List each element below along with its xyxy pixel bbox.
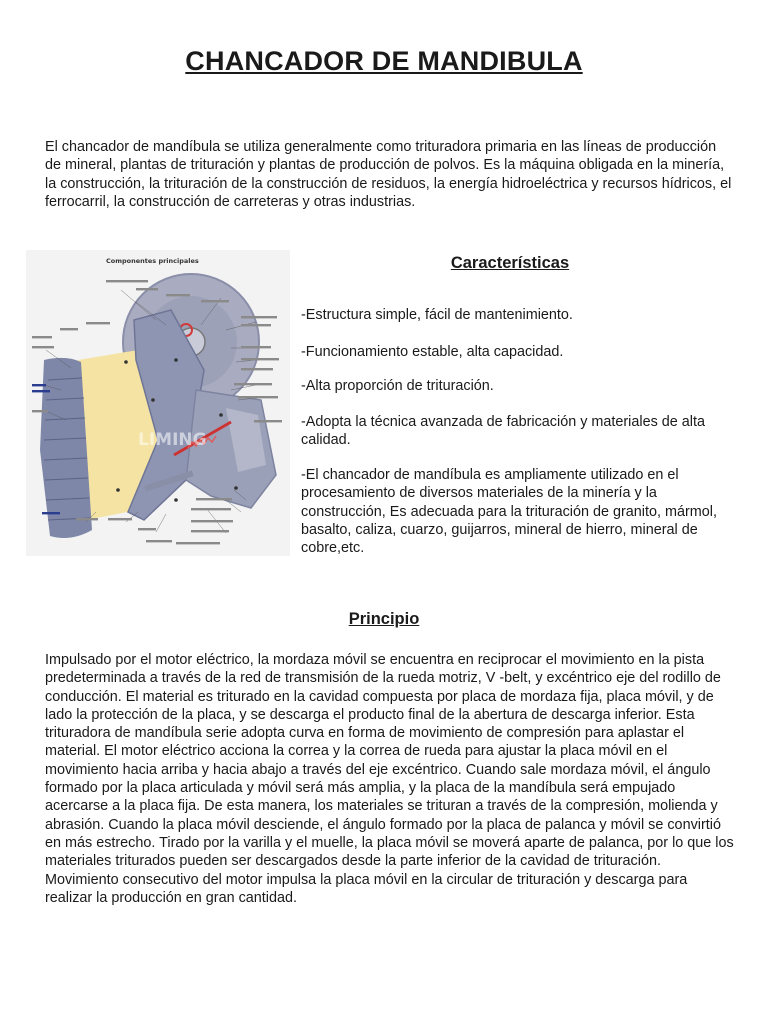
feature-item: -Funcionamiento estable, alta capacidad. (301, 344, 564, 360)
diagram-heading: Componentes principales (106, 257, 199, 265)
page-title: CHANCADOR DE MANDIBULA (185, 46, 583, 76)
diagram-watermark: LIMING (138, 430, 207, 450)
feature-item: -Adopta la técnica avanzada de fabricación y materiales de alta calidad. (301, 414, 705, 449)
intro-paragraph: El chancador de mandíbula se utiliza generalmente como trituradora primaria en las líneas de producción de mineral, plantas de trituración y plantas de producción de polvos. Es la máquina obligada en la minería, la construcción, la trituración de la construcción de residuos, la energía hidroeléctrica y recursos hídricos, el ferrocarril, la construcción de carreteras y otras industrias. (45, 139, 732, 210)
feature-item: -El chancador de mandíbula es ampliamente utilizado en el procesamiento de diversos materiales de la minería y la construcción, Es adecuada para la trituración de granito, mármol, basalto, caliza, cuarzo, guijarros, mineral de hierro, mineral de cobre,etc. (301, 467, 717, 557)
feature-item: -Alta proporción de trituración. (301, 378, 494, 394)
components-illustration (26, 250, 290, 556)
feature-item: -Estructura simple, fácil de mantenimiento. (301, 307, 573, 323)
jaw-crusher-diagram (26, 250, 290, 556)
principio-heading: Principio (348, 610, 420, 628)
caracteristicas-heading: Características (450, 254, 570, 272)
principio-paragraph: Impulsado por el motor eléctrico, la mordaza móvil se encuentra en reciprocar el movimiento en la pista predeterminada a través de la red de transmisión de la rueda motriz, V -belt, y excéntrico eje del rodillo de conducción. El material es triturado en la cavidad compuesta por placa de mordaza fija, placa móvil, y de lado la protección de la placa, y se descarga el producto final de la abertura de descarga inferior. Esta trituradora de mandíbula serie adopta curva en forma de movimiento de compresión para aplastar el material. El motor eléctrico acciona la correa y la correa de rueda para ajustar la placa móvil en el movimiento hacia arriba y hacia abajo a través del eje excéntrico. Cuando sale mordaza móvil, el ángulo formado por la placa articulada y móvil será más amplia, y la placa de la mandíbula será empujado acercarse a la placa fija. De esta manera, los materiales se trituran a través de la compresión, molienda y abrasión. Cuando la placa móvil desciende, el ángulo formado por la placa de palanca y móvil se convirtió en más estrecho. Tirado por la varilla y el muelle, la placa móvil se moverá aparte de palanca, por lo que los materiales triturados pueden ser descargados desde la parte inferior de la cavidad de trituración. Movimiento consecutivo del motor impulsa la placa móvil en la circular de trituración y descarga para realizar la producción en gran cantidad. (45, 652, 734, 906)
